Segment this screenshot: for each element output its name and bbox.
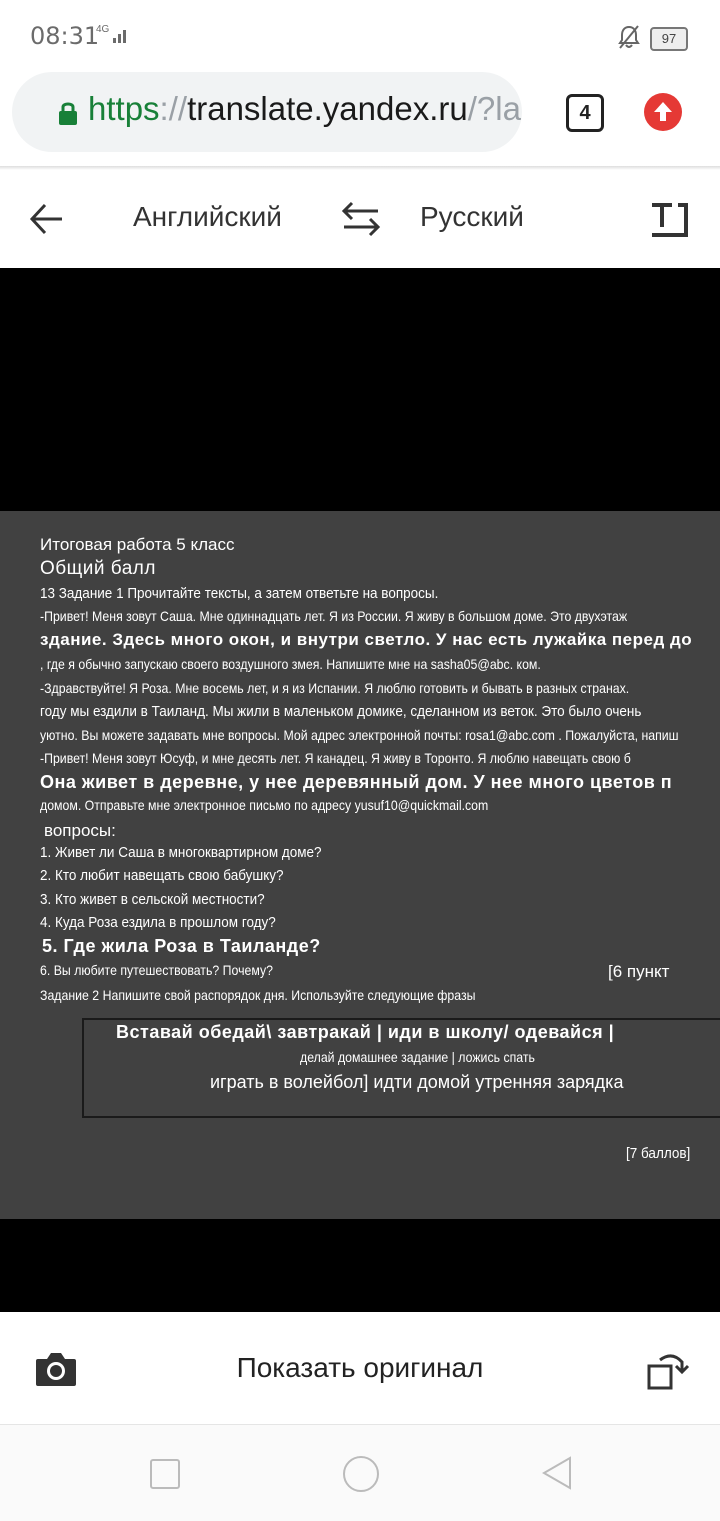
url-path: /?la [467,90,521,127]
doc-line: -Привет! Меня зовут Саша. Мне одиннадцать лет. Я из России. Я живу в большом доме. Это двухэтаж [40,608,628,624]
network-label: 4G [96,24,110,35]
nav-back-icon[interactable] [540,1455,574,1491]
doc-line: 2. Кто любит навещать свою бабушку? [40,867,284,884]
source-language-button[interactable]: Английский [133,201,282,232]
doc-line: вопросы: [44,821,116,840]
url-separator: :// [159,90,188,127]
doc-line: играть в волейбол] идти домой утренняя зарядка [210,1072,624,1092]
network-indicator [96,26,130,44]
doc-line: 5. Где жила Роза в Таиланде? [42,936,321,956]
doc-line: -Привет! Меня зовут Юсуф, и мне десять лет. Я канадец. Я живу в Торонто. Я люблю навещать свою б [40,750,631,766]
arrow-up-icon [644,93,682,131]
swap-languages-icon[interactable] [338,200,384,238]
doc-line: 13 Задание 1 Прочитайте тексты, а затем ответьте на вопросы. [40,585,439,602]
bottom-action-bar [0,1312,720,1424]
tab-switcher-button[interactable]: 4 [566,94,604,132]
doc-line: 1. Живет ли Саша в многоквартирном доме? [40,844,322,861]
doc-line: уютно. Вы можете задавать мне вопросы. Мой адрес электронной почты: rosa1@abc.com . Пожалуйста, напиш [40,727,679,743]
doc-line: -Здравствуйте! Я Роза. Мне восемь лет, и я из Испании. Я люблю готовить и бывать в разных странах. [40,680,630,696]
doc-line: Общий балл [40,558,156,579]
back-arrow-icon[interactable] [28,200,66,238]
address-field[interactable] [12,72,522,152]
translated-document [0,511,720,1219]
home-button[interactable] [343,1456,379,1492]
doc-line-points: [6 пункт [608,962,670,981]
doc-line: 3. Кто живет в сельской местности? [40,891,265,908]
doc-line: Итоговая работа 5 класс [40,535,235,554]
status-time: 08:31 [30,22,100,50]
system-nav-bar [0,1424,720,1521]
doc-line: 6. Вы любите путешествовать? Почему? [40,962,273,978]
image-viewer [0,268,720,1312]
update-button[interactable] [644,93,682,131]
url-scheme: https [88,90,160,127]
doc-line: домом. Отправьте мне электронное письмо по адресу yusuf10@quickmail.com [40,797,489,813]
doc-line: Она живет в деревне, у нее деревянный дом. У нее много цветов п [40,772,673,792]
recent-apps-button[interactable] [150,1459,180,1489]
doc-line: , где я обычно запускаю своего воздушного змея. Напишите мне на sasha05@abc. ком. [40,656,541,672]
status-bar [0,0,720,72]
url-host: translate.yandex.ru [187,90,468,127]
bell-muted-icon [617,24,641,50]
doc-line: здание. Здесь много окон, и внутри светло. У нас есть лужайка перед до [40,630,693,649]
battery-indicator: 97 [650,27,688,51]
text-mode-icon[interactable] [650,202,690,238]
signal-icon [112,26,130,44]
doc-line: 4. Куда Роза ездила в прошлом году? [40,914,276,931]
doc-line-points: [7 баллов] [626,1145,691,1162]
rotate-icon[interactable] [646,1348,690,1392]
doc-line: Вставай обедай\ завтракай | иди в школу/ одевайся | [116,1022,615,1042]
translator-toolbar [0,170,720,268]
lock-icon [58,100,78,126]
browser-url-bar [0,72,720,168]
show-original-button[interactable]: Показать оригинал [236,1352,484,1383]
url-text [88,90,521,128]
doc-line: году мы ездили в Таиланд. Мы жили в маленьком домике, сделанном из веток. Это было очень [40,703,642,720]
doc-line: делай домашнее задание | ложись спать [300,1049,535,1065]
doc-line: Задание 2 Напишите свой распорядок дня. Используйте следующие фразы [40,987,476,1003]
target-language-button[interactable]: Русский [420,201,524,232]
